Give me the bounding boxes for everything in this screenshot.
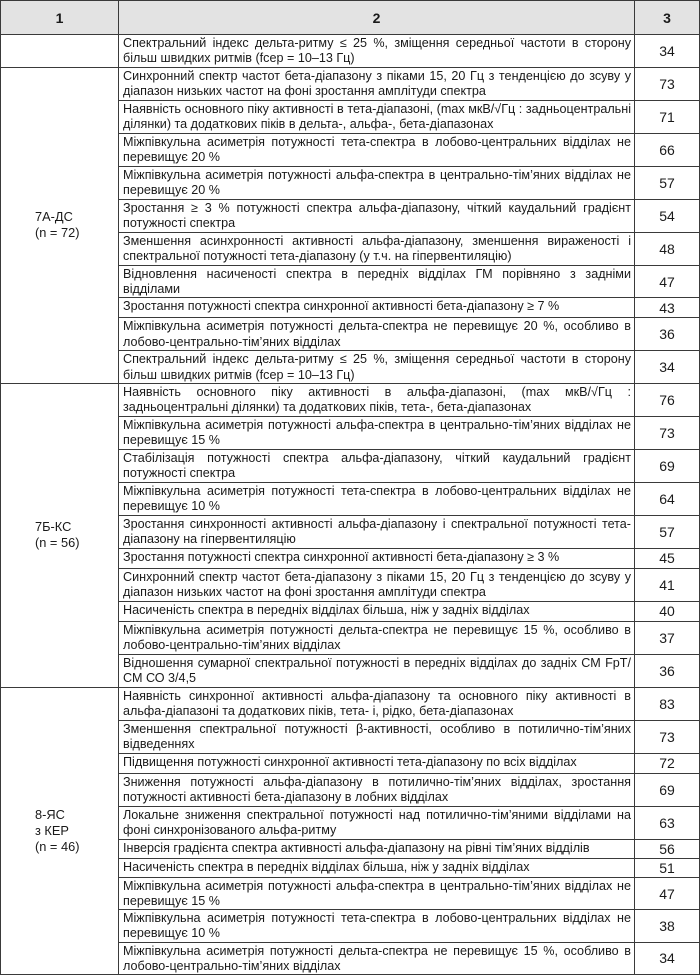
group-label: [1, 687, 119, 974]
table-row: [1, 35, 700, 68]
indicator-value: 37: [635, 621, 700, 654]
indicator-description: Синхронний спектр частот бета-діапазону з піками 15, 20 Гц з тенденцією до зсуву у діапазон низьких частот на фоні зростання амплітуди спектра: [119, 68, 635, 101]
indicator-value: 41: [635, 568, 700, 601]
indicator-description: Підвищення потужності синхронної активності тета-діапазону по всіх відділах: [119, 753, 635, 773]
indicator-description: Зростання синхронності активності альфа-діапазону і спектральної потужності тета-діапазону на гіпервентиляцію: [119, 515, 635, 548]
indicator-value: 66: [635, 134, 700, 167]
header-row: [1, 1, 700, 35]
indicator-value: 34: [635, 351, 700, 383]
group-label: [1, 383, 119, 687]
group-label: [1, 68, 119, 384]
indicator-value: 69: [635, 449, 700, 482]
header-col2: 2: [119, 1, 635, 35]
indicator-description: Міжпівкульна асиметрія потужності тета-спектра в лобово-центральних відділах не перевищує 10 %: [119, 910, 635, 942]
indicator-value: 43: [635, 298, 700, 318]
table-row: [1, 687, 700, 720]
indicator-description: Міжпівкульна асиметрія потужності тета-спектра в лобово-центральних відділах не перевищує 20 %: [119, 134, 635, 167]
indicator-value: 72: [635, 753, 700, 773]
indicator-description: Наявність основного піку активності в тета-діапазоні, (max мкВ/√Гц : задньоцентральні ділянки) та додаткових піків в дельта-, альфа-, бета-діапазонах: [119, 101, 635, 134]
indicator-description: Відношення сумарної спектральної потужності в передніх відділах до задніх СМ FpT/СМ СО 3/4,5: [119, 654, 635, 687]
indicator-value: 47: [635, 266, 700, 298]
group-label-line: (n = 72): [35, 225, 80, 241]
indicator-description: Синхронний спектр частот бета-діапазону з піками 15, 20 Гц з тенденцією до зсуву у діапазон низьких частот на фоні зростання амплітуди спектра: [119, 568, 635, 601]
indicator-description: Зростання потужності спектра синхронної активності бета-діапазону ≥ 7 %: [119, 298, 635, 318]
table-row: [1, 68, 700, 101]
indicator-description: Міжпівкульна асиметрія потужності дельта-спектра не перевищує 15 %, особливо в лобово-центрально-тім’яних відділах: [119, 621, 635, 654]
indicator-value: 36: [635, 654, 700, 687]
indicator-value: 34: [635, 942, 700, 974]
indicator-value: 73: [635, 68, 700, 101]
indicator-description: Стабілізація потужності спектра альфа-діапазону, чіткий каудальний градієнт потужності спектра: [119, 449, 635, 482]
indicator-description: Наявність синхронної активності альфа-діапазону та основного піку активності в альфа-діапазоні та додаткових піків, тета- і, рідко, бета-діапазонах: [119, 687, 635, 720]
indicator-description: Зниження потужності альфа-діапазону в потилично-тім’яних відділах, зростання потужності активності бета-діапазону в лобних відділах: [119, 773, 635, 806]
group-label-line: (n = 56): [35, 535, 80, 551]
indicator-description: Локальне зниження спектральної потужності над потилично-тім’яними відділами на фоні синхронізованого альфа-ритму: [119, 806, 635, 839]
indicator-value: 71: [635, 101, 700, 134]
indicator-value: 47: [635, 877, 700, 909]
indicator-description: Зростання ≥ 3 % потужності спектра альфа-діапазону, чіткий каудальний градієнт потужності спектра: [119, 200, 635, 233]
indicator-description: Відновлення насиченості спектра в передніх відділах ГМ порівняно з задніми відділами: [119, 266, 635, 298]
indicator-value: 38: [635, 910, 700, 942]
indicator-description: Насиченість спектра в передніх відділах більша, ніж у задніх відділах: [119, 601, 635, 621]
group-label-line: з КЕР: [35, 822, 69, 838]
group-label-line: 7А-ДС: [35, 209, 73, 225]
indicator-value: 83: [635, 687, 700, 720]
indicator-value: 69: [635, 773, 700, 806]
group-label: [1, 35, 119, 68]
indicator-value: 63: [635, 806, 700, 839]
indicator-value: 73: [635, 416, 700, 449]
indicator-value: 36: [635, 318, 700, 351]
indicator-description: Міжпівкульна асиметрія потужності альфа-спектра в центрально-тім’яних відділах не перевищує 15 %: [119, 416, 635, 449]
indicator-value: 45: [635, 548, 700, 568]
indicator-value: 64: [635, 482, 700, 515]
indicator-description: Міжпівкульна асиметрія потужності альфа-спектра в центрально-тім’яних відділах не перевищує 15 %: [119, 877, 635, 909]
indicator-description: Наявність основного піку активності в альфа-діапазоні, (max мкВ/√Гц : задньоцентральні ділянки) та додаткових піків, тета-, бета-діапазонах: [119, 383, 635, 416]
table-row: [1, 383, 700, 416]
indicator-value: 51: [635, 858, 700, 877]
indicator-value: 76: [635, 383, 700, 416]
indicator-description: Міжпівкульна асиметрія потужності дельта-спектра не перевищує 15 %, особливо в лобово-центрально-тім’яних відділах: [119, 942, 635, 974]
indicator-value: 48: [635, 233, 700, 266]
indicator-value: 56: [635, 839, 700, 858]
indicator-description: Зменшення асинхронності активності альфа-діапазону, зменшення вираженості і спектральної потужності тета-діапазону (у т.ч. на гіпервентиляцію): [119, 233, 635, 266]
indicator-value: 34: [635, 35, 700, 68]
indicator-description: Спектральний індекс дельта-ритму ≤ 25 %, зміщення середньої частоти в сторону більш швидких ритмів (fсер = 10–13 Гц): [119, 351, 635, 383]
indicator-description: Міжпівкульна асиметрія потужності дельта-спектра не перевищує 20 %, особливо в лобово-центрально-тім’яних відділах: [119, 318, 635, 351]
indicator-description: Насиченість спектра в передніх відділах більша, ніж у задніх відділах: [119, 858, 635, 877]
indicator-description: Зменшення спектральної потужності β-активності, особливо в потилично-тім’яних відведеннях: [119, 720, 635, 753]
indicator-description: Міжпівкульна асиметрія потужності тета-спектра в лобово-центральних відділах не перевищує 10 %: [119, 482, 635, 515]
indicator-value: 40: [635, 601, 700, 621]
header-col3: 3: [635, 1, 700, 35]
indicator-value: 57: [635, 515, 700, 548]
indicator-description: Міжпівкульна асиметрія потужності альфа-спектра в центрально-тім’яних відділах не перевищує 20 %: [119, 167, 635, 200]
indicator-value: 57: [635, 167, 700, 200]
indicator-description: Спектральний індекс дельта-ритму ≤ 25 %, зміщення середньої частоти в сторону більш швидких ритмів (fсер = 10–13 Гц): [119, 35, 635, 68]
indicator-description: Зростання потужності спектра синхронної активності бета-діапазону ≥ 3 %: [119, 548, 635, 568]
group-label-line: (n = 46): [35, 838, 80, 854]
group-label-line: 8-ЯС: [35, 806, 65, 822]
header-col1: 1: [1, 1, 119, 35]
indicator-value: 73: [635, 720, 700, 753]
group-label-line: 7Б-КС: [35, 519, 72, 535]
indicator-value: 54: [635, 200, 700, 233]
indicator-description: Інверсія градієнта спектра активності альфа-діапазону на рівні тім’яних відділів: [119, 839, 635, 858]
